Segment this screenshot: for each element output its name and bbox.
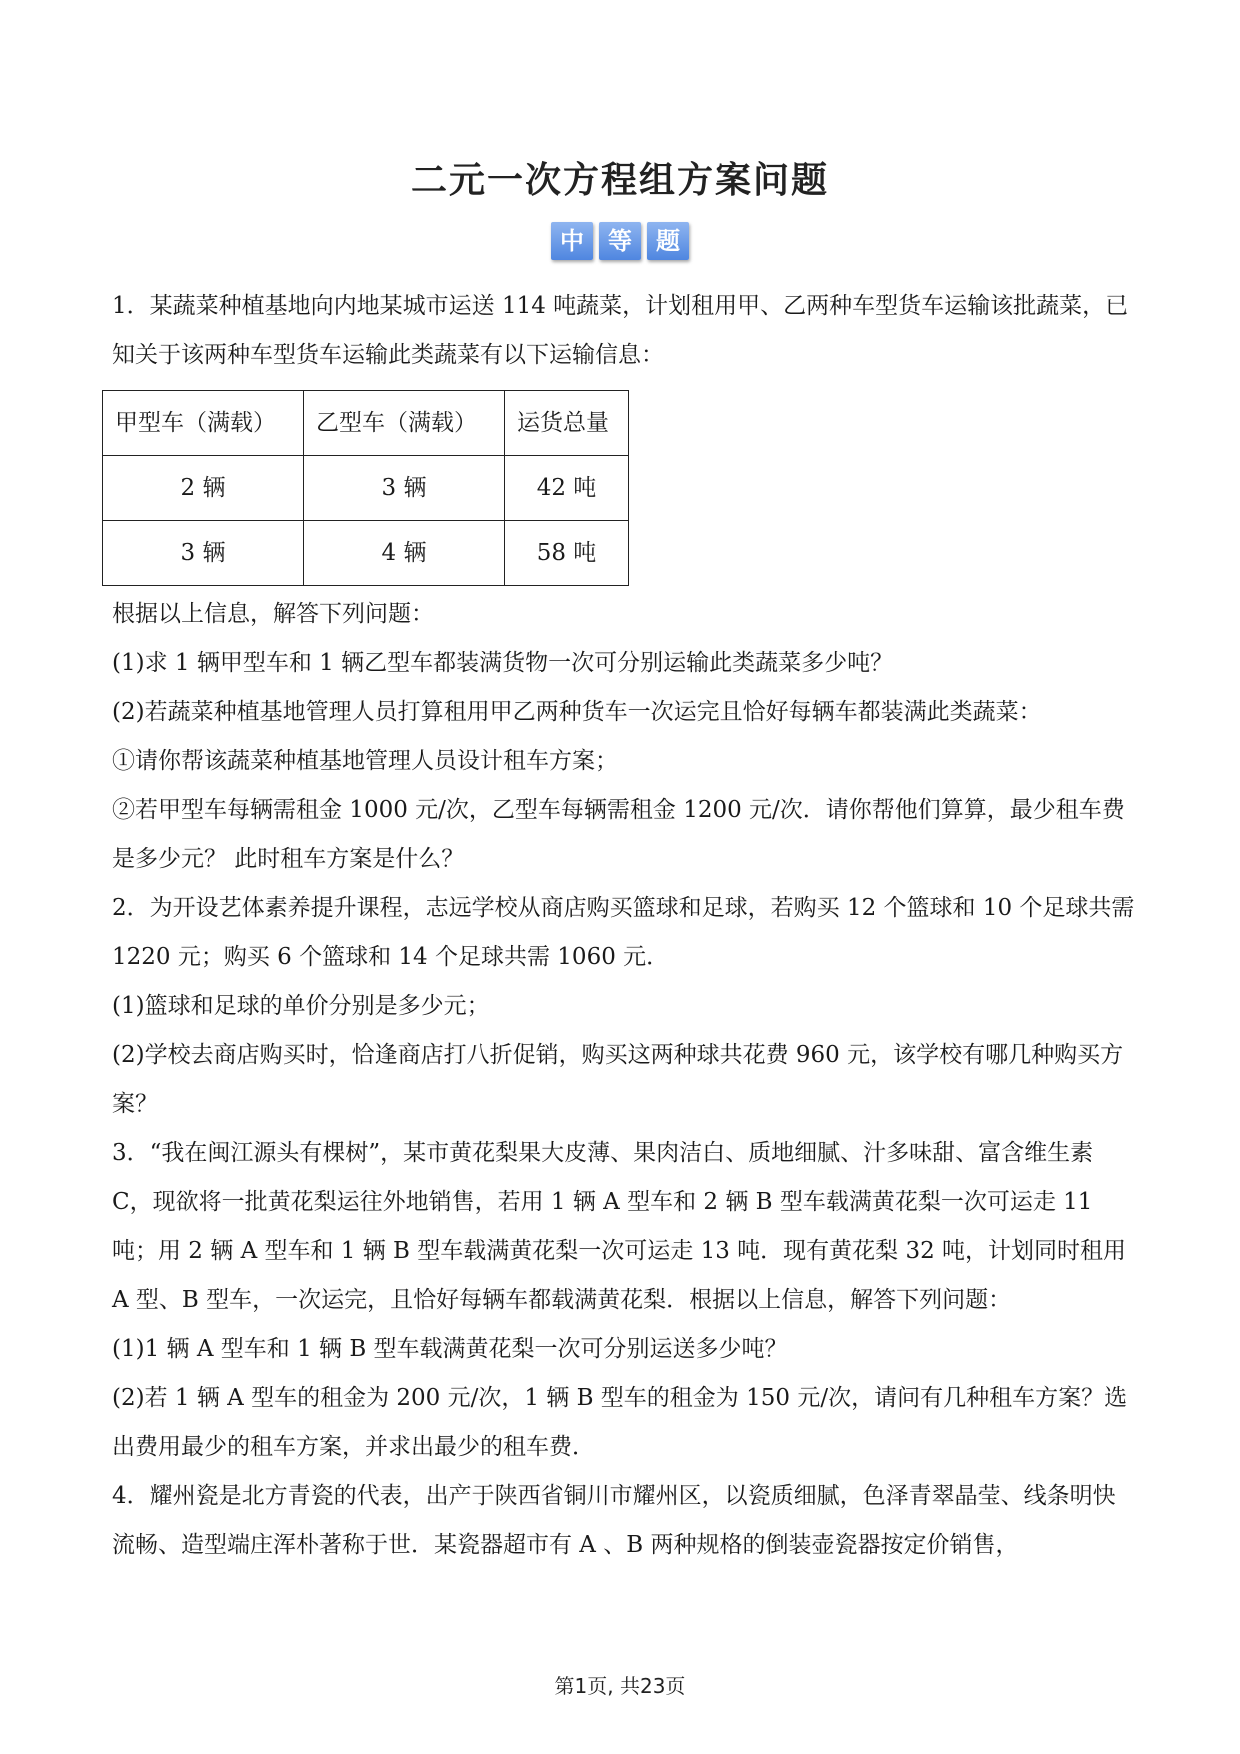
table-cell: 42 吨 (505, 456, 629, 521)
table-header-cell: 乙型车（满载） (304, 391, 505, 456)
question-3-part-2: (2)若 1 辆 A 型车的租金为 200 元/次，1 辆 B 型车的租金为 150 元/次，请问有几种租车方案？选出费用最少的租车方案，并求出最少的租车费． (112, 1385, 1128, 1460)
table-row (103, 456, 629, 521)
badge-char: 题 (647, 222, 689, 260)
difficulty-badge (551, 222, 689, 260)
table-cell: 58 吨 (505, 521, 629, 586)
table-cell: 3 辆 (304, 456, 505, 521)
table-row (103, 521, 629, 586)
question-1-part-2: (2)若蔬菜种植基地管理人员打算租用甲乙两种货车一次运完且恰好每辆车都装满此类蔬菜： (112, 699, 1042, 725)
question-1-line: 根据以上信息，解答下列问题： (112, 601, 434, 627)
transport-info-table (102, 390, 629, 586)
table-cell: 4 辆 (304, 521, 505, 586)
question-4-intro: 4．耀州瓷是北方青瓷的代表，出产于陕西省铜川市耀州区，以瓷质细腻，色泽青翠晶莹、线条明快流畅、造型端庄浑朴著称于世．某瓷器超市有 A 、B 两种规格的倒装壶瓷器按定价销售， (112, 1483, 1116, 1558)
table-header-row (103, 391, 629, 456)
table-cell: 2 辆 (103, 456, 304, 521)
question-2-part-2: (2)学校去商店购买时，恰逢商店打八折促销，购买这两种球共花费 960 元，该学校有哪几种购买方案？ (112, 1042, 1124, 1117)
question-3-part-1: (1)1 辆 A 型车和 1 辆 B 型车载满黄花梨一次可分别运送多少吨？ (112, 1336, 788, 1362)
question-3-intro: 3．“我在闽江源头有棵树”，某市黄花梨果大皮薄、果肉洁白、质地细腻、汁多味甜、富含维生素 C，现欲将一批黄花梨运往外地销售，若用 1 辆 A 型车和 2 辆 B 型车载满黄花梨一次可运走 11 吨；用 2 辆 A 型车和 1 辆 B 型车载满黄花梨一次可运走 13 吨．现有黄花梨 32 吨，计划同时租用 A 型、B 型车，一次运完，且恰好每辆车都载满黄花梨．根据以上信息，解答下列问题： (112, 1140, 1127, 1313)
question-1-part-1: (1)求 1 辆甲型车和 1 辆乙型车都装满货物一次可分别运输此类蔬菜多少吨？ (112, 650, 894, 676)
question-1-intro: 1．某蔬菜种植基地向内地某城市运送 114 吨蔬菜，计划租用甲、乙两种车型货车运输该批蔬菜，已知关于该两种车型货车运输此类蔬菜有以下运输信息： (112, 293, 1129, 368)
page-number: 第1页, 共23页 (554, 1674, 686, 1698)
question-2-intro: 2．为开设艺体素养提升课程，志远学校从商店购买篮球和足球，若购买 12 个篮球和 10 个足球共需 1220 元；购买 6 个篮球和 14 个足球共需 1060 元． (112, 895, 1135, 970)
content (112, 282, 1137, 1570)
badge-char: 等 (599, 222, 641, 260)
question-2-part-1: (1)篮球和足球的单价分别是多少元； (112, 993, 490, 1019)
table-header-cell: 甲型车（满载） (103, 391, 304, 456)
table-header-cell: 运货总量 (505, 391, 629, 456)
question-1-sub-2: ②若甲型车每辆需租金 1000 元/次，乙型车每辆需租金 1200 元/次．请你帮他们算算，最少租车费是多少元？ 此时租车方案是什么？ (112, 797, 1125, 872)
table-cell: 3 辆 (103, 521, 304, 586)
question-1-sub-1: ①请你帮该蔬菜种植基地管理人员设计租车方案； (112, 748, 618, 774)
badge-char: 中 (551, 222, 593, 260)
page-title: 二元一次方程组方案问题 (410, 159, 829, 201)
